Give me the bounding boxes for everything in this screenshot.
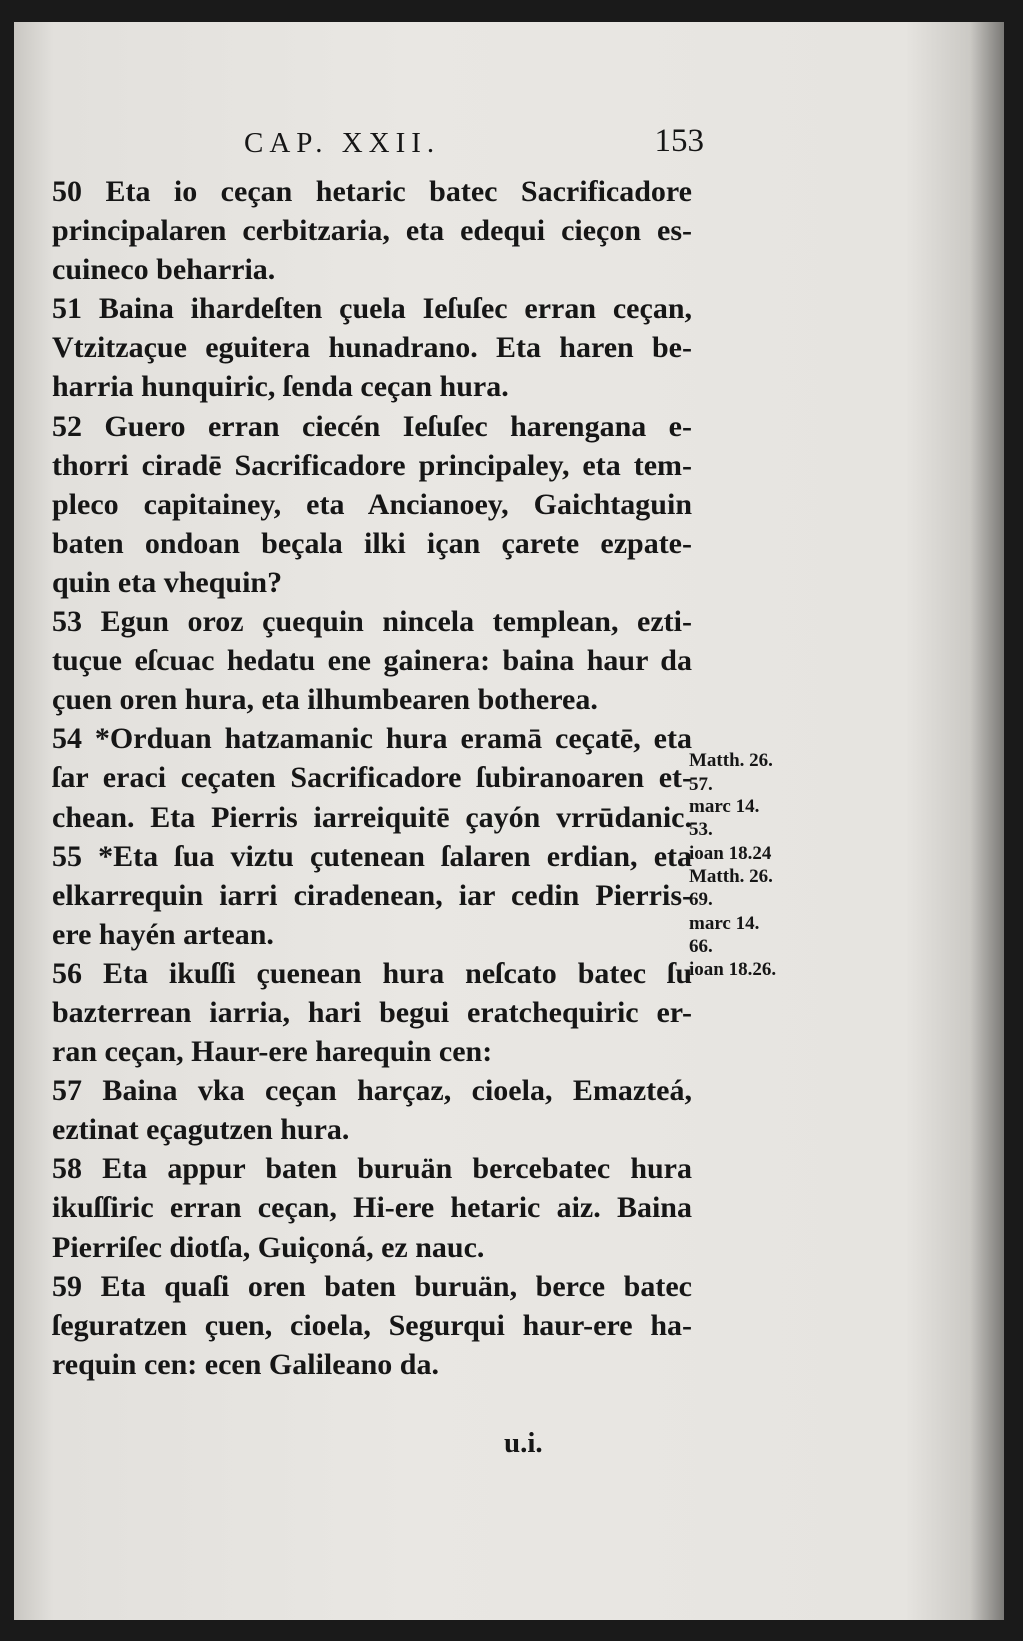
margin-note: 57. [689, 774, 713, 795]
text-line: 59 Eta quaſi oren baten buruän, berce batec [52, 1269, 692, 1303]
text-line: eztinat eçagutzen hura. [52, 1113, 350, 1147]
text-line: ikuſſiric erran ceçan, Hi-ere hetaric aiz. Baina [52, 1191, 692, 1225]
text-line: quin eta vhequin? [52, 565, 283, 599]
text-line: çuen oren hura, eta ilhumbearen botherea. [52, 683, 598, 717]
running-header [244, 123, 704, 160]
text-line: 52 Guero erran ciecén Ieſuſec harengana e- [52, 409, 692, 443]
text-line: bazterrean iarria, hari begui eratchequiric er- [52, 995, 692, 1029]
text-line: ſar eraci ceçaten Sacrificadore ſubiranoaren et- [52, 761, 692, 795]
text-line: 50 Eta io ceçan hetaric batec Sacrificadore [52, 175, 692, 208]
text-line: 53 Egun oroz çuequin nincela templean, ezti- [52, 605, 692, 639]
margin-note: 66. [689, 936, 713, 957]
text-line: thorri ciradē Sacrificadore principaley, eta tem- [52, 448, 692, 482]
text-line: ran ceçan, Haur-ere harequin cen: [52, 1035, 493, 1069]
text-line: ſeguratzen çuen, cioela, Segurqui haur-ere ha- [52, 1308, 692, 1342]
margin-note: marc 14. [689, 796, 760, 817]
text-line: principalaren cerbitzaria, eta edequi cieçon es- [52, 214, 692, 248]
text-block [52, 172, 692, 1384]
text-line: 56 Eta ikuſſi çuenean hura neſcato batec ſu [52, 956, 692, 990]
margin-note: Matth. 26. [689, 750, 773, 771]
text-line: elkarrequin iarri ciradenean, iar cedin Pierris- [52, 878, 692, 912]
text-line: harria hunquiric, ſenda ceçan hura. [52, 370, 509, 404]
margin-note: 69. [689, 889, 713, 910]
chapter-title: CAP. XXII. [244, 127, 441, 159]
text-line: ere hayén artean. [52, 917, 274, 951]
text-line: Pierriſec diotſa, Guiçoná, ez nauc. [52, 1230, 485, 1264]
text-line: 58 Eta appur baten buruän bercebatec hura [52, 1152, 692, 1186]
margin-note: 53. [689, 819, 713, 840]
text-line: 54 *Orduan hatzamanic hura eramā ceçatē, eta [52, 722, 692, 756]
text-line: 51 Baina ihardeſten çuela Ieſuſec erran ceçan, [52, 292, 692, 326]
page-edge-shadow [970, 22, 1004, 1620]
margin-note: ioan 18.24 [689, 843, 772, 864]
text-line: cuineco beharria. [52, 253, 276, 287]
text-line: chean. Eta Pierris iarreiquitē çayón vrrūdanic. [52, 800, 692, 834]
page-number: 153 [654, 123, 704, 159]
text-line: 57 Baina vka ceçan harçaz, cioela, Emazteá, [52, 1074, 692, 1108]
catchword: u.i. [504, 1427, 543, 1459]
text-line: tuçue eſcuac hedatu ene gainera: baina haur da [52, 644, 692, 678]
book-page [14, 22, 1004, 1620]
margin-note: Matth. 26. [689, 866, 773, 887]
margin-note: ioan 18.26. [689, 959, 777, 980]
text-line: Vtzitzaçue eguitera hunadrano. Eta haren be- [52, 331, 692, 365]
margin-note: marc 14. [689, 913, 760, 934]
text-line: pleco capitainey, eta Ancianoey, Gaichtaguin [52, 487, 692, 521]
text-line: 55 *Eta ſua viztu çutenean ſalaren erdian, eta [52, 839, 692, 873]
text-line: requin cen: ecen Galileano da. [52, 1347, 439, 1381]
text-line: baten ondoan beçala ilki içan çarete ezpate- [52, 526, 692, 560]
